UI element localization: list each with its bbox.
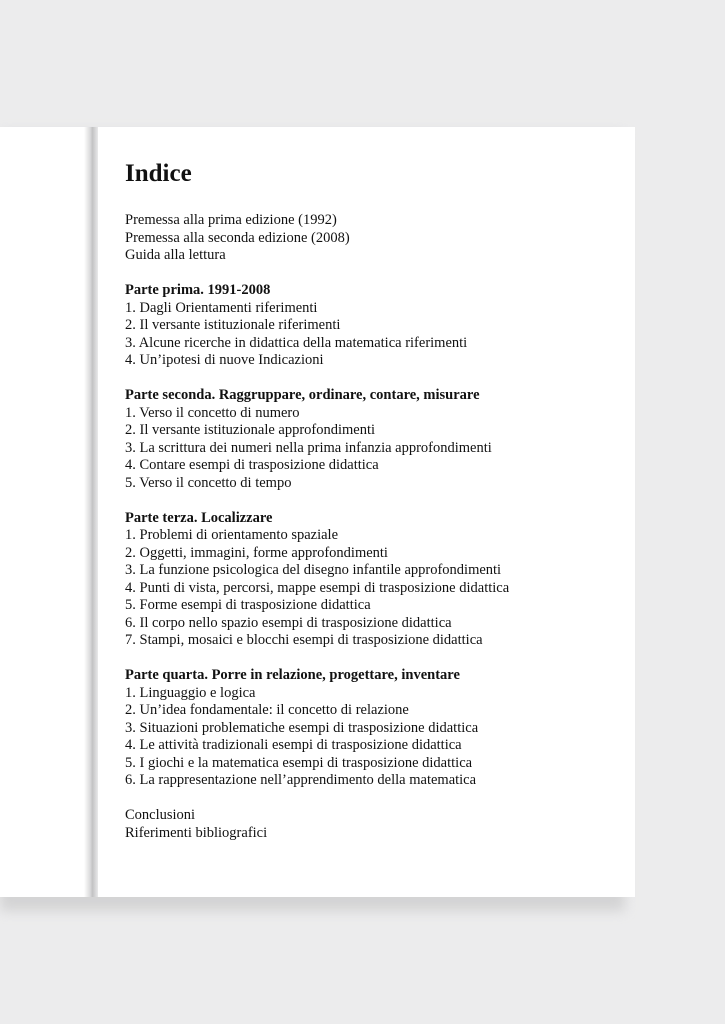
toc-entry: 1. Verso il concetto di numero xyxy=(125,404,300,421)
toc-entry: Riferimenti bibliografici xyxy=(125,824,268,841)
toc-entry: 3. Situazioni problematiche esempi di trasposizione didattica xyxy=(125,719,479,736)
part-heading: Parte prima. 1991-2008 xyxy=(125,282,271,298)
table-of-contents xyxy=(125,158,625,842)
toc-entry: 5. I giochi e la matematica esempi di trasposizione didattica xyxy=(125,754,473,771)
part-1-section xyxy=(125,282,625,370)
toc-entry: 2. Oggetti, immagini, forme approfondimenti xyxy=(125,544,388,561)
toc-entry: 2. Il versante istituzionale riferimenti xyxy=(125,317,341,333)
book-spine xyxy=(84,127,98,897)
preface-list xyxy=(125,212,625,265)
page-title: Indice xyxy=(125,160,192,187)
left-page xyxy=(0,127,92,897)
part-heading: Parte seconda. Raggruppare, ordinare, contare, misurare xyxy=(125,387,480,403)
part-heading: Parte quarta. Porre in relazione, progettare, inventare xyxy=(125,667,460,683)
toc-entry: 3. Alcune ricerche in didattica della matematica riferimenti xyxy=(125,334,468,351)
toc-entry: 4. Le attività tradizionali esempi di trasposizione didattica xyxy=(125,737,462,753)
toc-entry: 4. Punti di vista, percorsi, mappe esempi di trasposizione didattica xyxy=(125,579,510,596)
toc-entry: 2. Il versante istituzionale approfondimenti xyxy=(125,422,376,438)
toc-entry: Premessa alla prima edizione (1992) xyxy=(125,212,337,228)
toc-entry: 4. Contare esempi di trasposizione didattica xyxy=(125,457,379,473)
toc-entry: 4. Un’ipotesi di nuove Indicazioni xyxy=(125,352,324,368)
part-heading: Parte terza. Localizzare xyxy=(125,509,273,526)
toc-entry: 5. Forme esempi di trasposizione didattica xyxy=(125,597,371,613)
toc-entry: 6. Il corpo nello spazio esempi di trasposizione didattica xyxy=(125,614,452,631)
toc-entry: 1. Linguaggio e logica xyxy=(125,684,256,701)
toc-entry: 6. La rappresentazione nell’apprendimento della matematica xyxy=(125,772,477,788)
toc-entry: 2. Un’idea fondamentale: il concetto di relazione xyxy=(125,702,409,718)
toc-entry: 3. La scrittura dei numeri nella prima infanzia approfondimenti xyxy=(125,439,492,456)
toc-entry: 7. Stampi, mosaici e blocchi esempi di trasposizione didattica xyxy=(125,632,483,648)
toc-entry: Guida alla lettura xyxy=(125,247,226,263)
toc-entry: 5. Verso il concetto di tempo xyxy=(125,474,292,491)
part-3-section xyxy=(125,510,625,650)
toc-entry: 1. Dagli Orientamenti riferimenti xyxy=(125,299,318,316)
toc-entry: 1. Problemi di orientamento spaziale xyxy=(125,527,339,543)
closing-list xyxy=(125,807,625,842)
part-2-section xyxy=(125,387,625,492)
part-4-section xyxy=(125,667,625,790)
toc-entry: Conclusioni xyxy=(125,807,196,823)
toc-entry: 3. La funzione psicologica del disegno infantile approfondimenti xyxy=(125,562,502,578)
toc-entry: Premessa alla seconda edizione (2008) xyxy=(125,229,350,246)
